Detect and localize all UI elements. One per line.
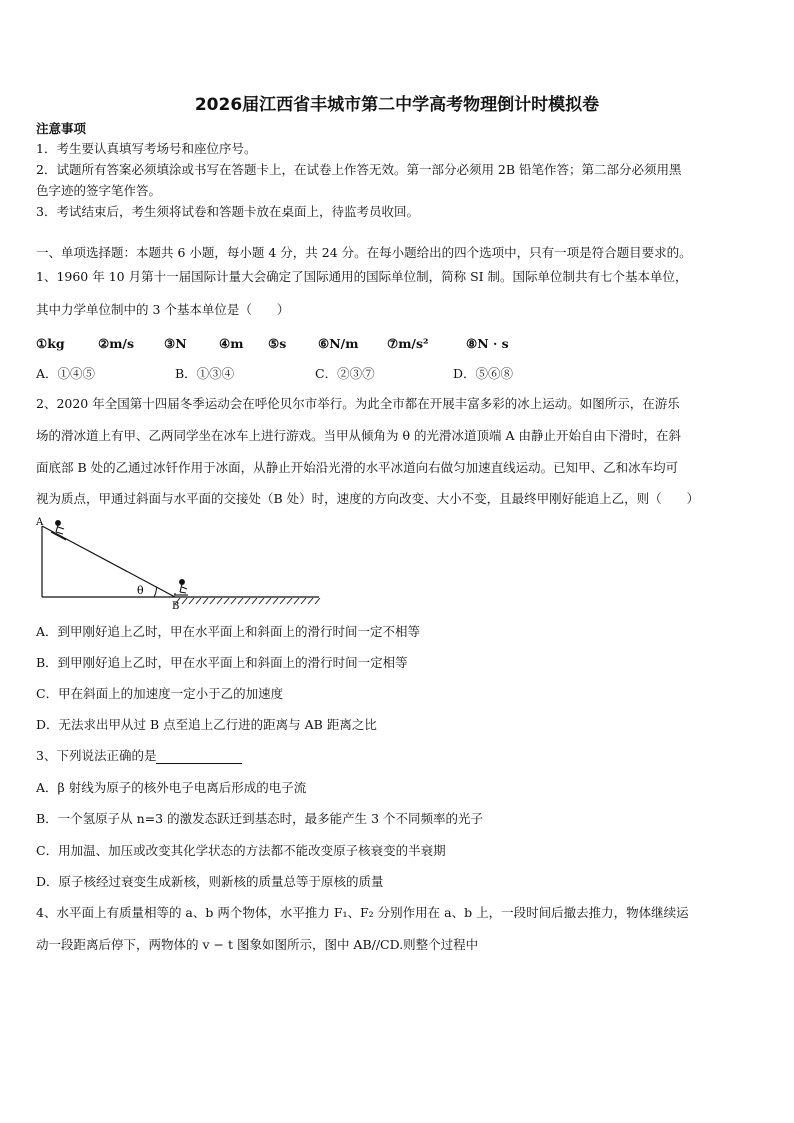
q3-option-a[interactable]: A．β 射线为原子的核外电子电离后形成的电子流 <box>36 780 307 795</box>
q2-option-d[interactable]: D．无法求出甲从过 B 点至追上乙行进的距离与 AB 距离之比 <box>36 717 377 732</box>
q2-option-a[interactable]: A．到甲刚好追上乙时，甲在水平面上和斜面上的滑行时间一定不相等 <box>36 624 421 639</box>
q2-stem-line4: 视为质点，甲通过斜面与水平面的交接处（B 处）时，速度的方向改变、大小不变，且最终甲刚好能追上乙，则（ ） <box>36 491 700 506</box>
q1-option-a[interactable]: A．①④⑤ <box>36 366 96 381</box>
angle-theta-label: θ <box>137 584 144 597</box>
q3-option-c[interactable]: C．用加温、加压或改变其化学状态的方法都不能改变原子核衰变的半衰期 <box>36 843 446 858</box>
q4-stem-line2: 动一段距离后停下，两物体的 v − t 图象如图所示，图中 AB//CD.则整个过程中 <box>36 937 479 952</box>
section-heading: 一、单项选择题：本题共 6 小题，每小题 4 分，共 24 分。在每小题给出的四个选项中，只有一项是符合题目要求的。 <box>36 245 692 260</box>
q2-stem-line2: 场的滑冰道上有甲、乙两同学坐在冰车上进行游戏。当甲从倾角为 θ 的光滑冰道顶端 A 由静止开始自由下滑时，在斜 <box>36 428 681 443</box>
q1-stem-line1: 1、1960 年 10 月第十一届国际计量大会确定了国际通用的国际单位制，简称 SI 制。国际单位制共有七个基本单位， <box>36 269 688 284</box>
notice-heading: 注意事项 <box>36 121 87 136</box>
q2-option-c[interactable]: C．甲在斜面上的加速度一定小于乙的加速度 <box>36 686 284 701</box>
incline-figure <box>34 514 324 614</box>
q3-option-b[interactable]: B．一个氢原子从 n=3 的激发态跃迁到基态时，最多能产生 3 个不同频率的光子 <box>36 811 484 826</box>
q1-option-c[interactable]: C．②③⑦ <box>315 366 375 381</box>
unit-n-per-m: ⑥N/m <box>318 336 359 351</box>
q2-option-b[interactable]: B．到甲刚好追上乙时，甲在水平面上和斜面上的滑行时间一定相等 <box>36 655 408 670</box>
notice-item-2-cont: 色字迹的签字笔作答。 <box>36 183 162 198</box>
sled-person-b-icon <box>174 580 188 595</box>
unit-kg: ①kg <box>36 336 65 351</box>
unit-n-s: ⑧N · s <box>466 336 509 351</box>
unit-n: ③N <box>164 336 187 351</box>
notice-item-2: 2．试题所有答案必须填涂或书写在答题卡上，在试卷上作答无效。第一部分必须用 2B 铅笔作答；第二部分必须用黑 <box>36 162 682 177</box>
q1-stem-line2: 其中力学单位制中的 3 个基本单位是（ ） <box>36 302 290 317</box>
q3-option-d[interactable]: D．原子核经过衰变生成新核，则新核的质量总等于原核的质量 <box>36 874 384 889</box>
q4-stem-line1: 4、水平面上有质量相等的 a、b 两个物体，水平推力 F₁、F₂ 分别作用在 a、b 上，一段时间后撤去推力，物体继续运 <box>36 905 689 920</box>
q3-stem-text: 3、下列说法正确的是 <box>36 748 157 763</box>
q1-option-b[interactable]: B．①③④ <box>175 366 235 381</box>
answer-blank <box>156 750 242 764</box>
page-title: 2026届江西省丰城市第二中学高考物理倒计时模拟卷 <box>194 95 600 115</box>
q3-stem <box>36 748 760 764</box>
unit-m: ④m <box>219 336 244 351</box>
q1-unit-list <box>36 336 536 356</box>
notice-item-3: 3．考试结束后，考生须将试卷和答题卡放在桌面上，待监考员收回。 <box>36 204 419 219</box>
notice-item-1: 1．考生要认真填写考场号和座位序号。 <box>36 141 257 156</box>
point-a-label: A <box>36 517 44 528</box>
unit-s: ⑤s <box>268 336 287 351</box>
q2-stem-line3: 面底部 B 处的乙通过冰钎作用于冰面，从静止开始沿光滑的水平冰道向右做匀加速直线运动。已知甲、乙和冰车均可 <box>36 460 679 475</box>
point-b-label: B <box>172 601 180 612</box>
q2-stem-line1: 2、2020 年全国第十四届冬季运动会在呼伦贝尔市举行。为此全市都在开展丰富多彩的冰上运动。如图所示，在游乐 <box>36 396 680 411</box>
unit-m-per-s: ②m/s <box>98 336 135 351</box>
q1-option-d[interactable]: D．⑤⑥⑧ <box>453 366 514 381</box>
unit-m-per-s2: ⑦m/s² <box>387 336 429 351</box>
